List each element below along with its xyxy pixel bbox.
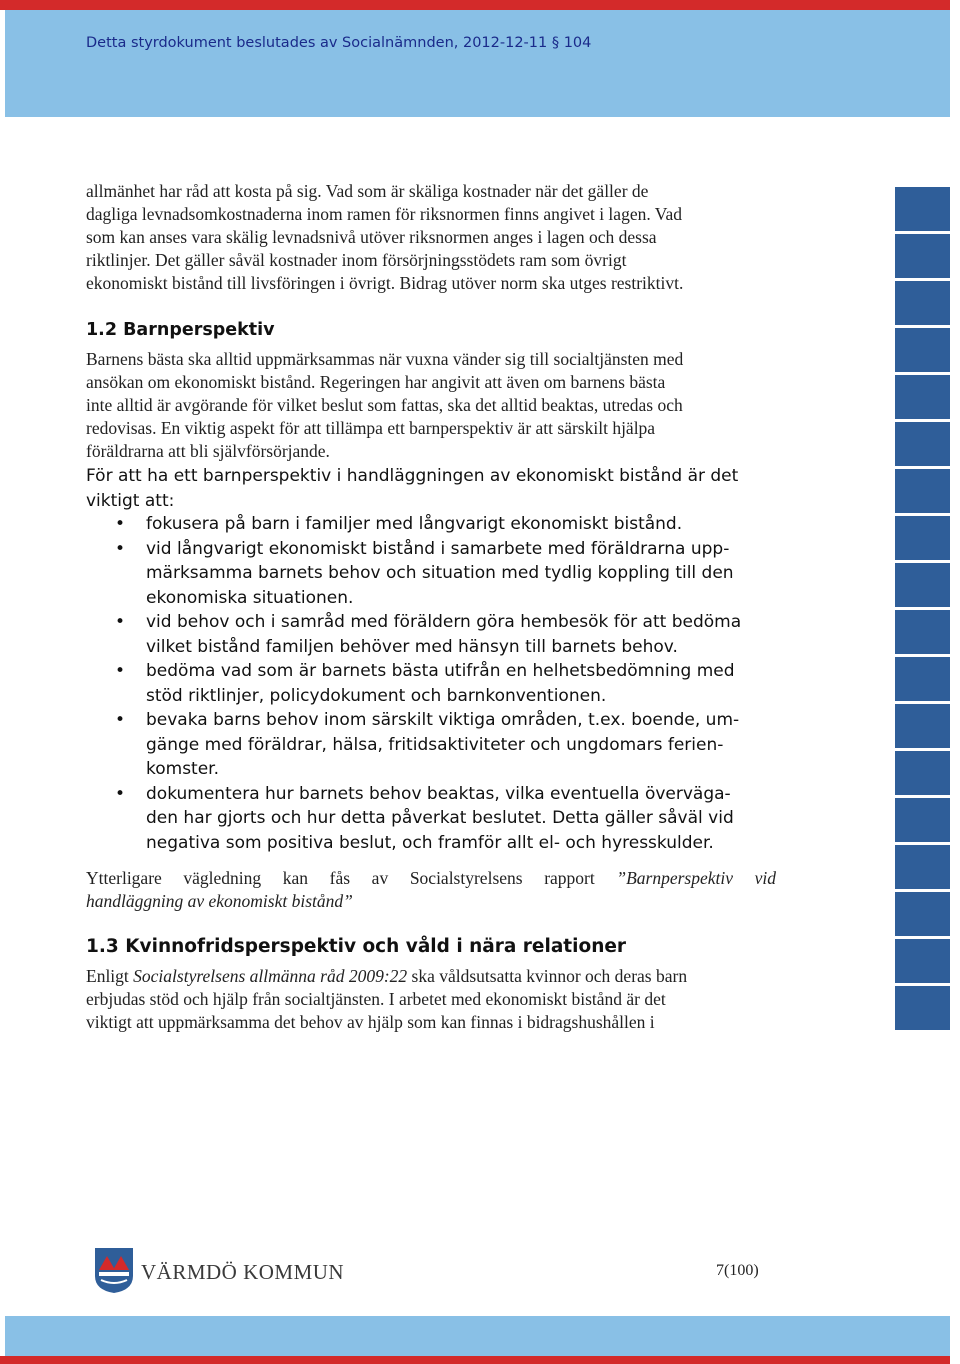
text-line: allmänhet har råd att kosta på sig. Vad som är skäliga kostnader när det gäller de	[86, 181, 649, 201]
list-item	[86, 782, 786, 856]
section-heading-kvinnofrid	[86, 936, 786, 957]
text-line: vid långvarigt ekonomiskt bistånd i samarbete med föräldrarna upp-	[146, 538, 730, 559]
list-item	[86, 610, 786, 659]
text-line: märksamma barnets behov och situation med tydlig koppling till den	[146, 563, 734, 583]
guidance-paragraph	[86, 867, 776, 913]
text-line: komster.	[146, 759, 220, 779]
bullet-icon: •	[115, 783, 126, 804]
citation-italic: Socialstyrelsens allmänna råd 2009:22	[133, 966, 408, 986]
guidance-italic: handläggning av ekonomiskt bistånd”	[86, 891, 353, 911]
text-line: stöd riktlinjer, policydokument och barnkonventionen.	[146, 685, 607, 706]
text-line: inte alltid är avgörande för vilket beslut som fattas, ska det alltid beaktas, utredas och	[86, 395, 683, 415]
text-line: bevaka barns behov inom särskilt viktiga områden, t.ex. boende, um-	[146, 710, 740, 730]
text-line: erbjudas stöd och hjälp från socialtjänsten. I arbetet med ekonomiskt bistånd är det	[86, 989, 666, 1009]
section-heading-barnperspektiv	[86, 320, 786, 340]
bullet-list	[86, 512, 786, 855]
text-line: viktigt att uppmärksamma det behov av hjälp som kan finnas i bidragshushållen i	[86, 1012, 655, 1032]
list-item	[86, 659, 786, 708]
sidebar-decoration	[895, 187, 950, 1033]
heading-text: 1.2 Barnperspektiv	[86, 320, 275, 340]
text-line: viktigt att:	[86, 490, 175, 511]
bullet-icon: •	[115, 612, 126, 632]
bullet-icon: •	[115, 538, 126, 559]
text-line: dagliga levnadsomkostnaderna inom ramen för riksnormen finns angivet i lagen. Vad	[86, 204, 682, 224]
text-line	[86, 965, 786, 988]
heading-text: 1.3 Kvinnofridsperspektiv och våld i nära relationer	[86, 936, 627, 957]
header-text: Detta styrdokument beslutades av Socialnämnden, 2012-12-11 § 104	[86, 35, 592, 51]
logo-text: VÄRMDÖ KOMMUN	[141, 1260, 345, 1284]
text-line: fokusera på barn i familjer med långvarigt ekonomiskt bistånd.	[146, 514, 683, 534]
text-line: negativa som positiva beslut, och framför allt el- och hyresskulder.	[146, 832, 714, 853]
footer-band	[5, 1316, 950, 1356]
list-item	[86, 512, 786, 537]
top-red-stripe	[0, 0, 950, 10]
text-span: ska våldsutsatta kvinnor och deras barn	[407, 966, 688, 986]
list-item	[86, 708, 786, 782]
bullet-icon: •	[115, 710, 126, 730]
bullet-lead-text	[86, 464, 786, 513]
text-line: redovisas. En viktig aspekt för att tillämpa ett barnperspektiv är att särskilt hjälpa	[86, 418, 656, 438]
text-line: För att ha ett barnperspektiv i handläggningen av ekonomiskt bistånd är det	[86, 466, 739, 486]
bullet-icon: •	[115, 514, 126, 534]
bottom-red-stripe	[0, 1356, 950, 1364]
text-line: som kan anses vara skälig levnadsnivå utöver riksnormen anges i lagen och dessa	[86, 227, 657, 247]
text-line	[86, 890, 776, 913]
text-line: Barnens bästa ska alltid uppmärksammas när vuxna vänder sig till socialtjänsten med	[86, 349, 684, 369]
barnperspektiv-paragraph	[86, 348, 786, 463]
text-line: ekonomiskt bistånd till livsföringen i övrigt. Bidrag utöver norm ska utges restriktivt.	[86, 273, 684, 293]
text-line: föräldrarna att bli självförsörjande.	[86, 441, 330, 461]
text-line: den har gjorts och hur detta påverkat beslutet. Detta gäller såväl vid	[146, 808, 734, 828]
text-line: ansökan om ekonomiskt bistånd. Regeringen har angivit att även om barnens bästa	[86, 372, 666, 392]
guidance-italic: ”Barnperspektiv vid	[616, 868, 776, 888]
bullet-icon: •	[115, 661, 126, 681]
text-line: vid behov och i samråd med föräldern göra hembesök för att bedöma	[146, 612, 742, 632]
text-span: Enligt	[86, 966, 134, 986]
text-line: riktlinjer. Det gäller såväl kostnader inom försörjningsstödets ram som övrigt	[86, 250, 627, 270]
text-line: vilket bistånd familjen behöver med hänsyn till barnets behov.	[146, 636, 678, 657]
list-item	[86, 537, 786, 611]
text-line	[86, 867, 776, 890]
header-band	[5, 10, 950, 117]
varmdo-logo-icon	[93, 1246, 135, 1294]
intro-paragraph	[86, 180, 786, 295]
page-number: 7(100)	[716, 1262, 759, 1279]
kvinnofrid-paragraph	[86, 965, 786, 1034]
text-line: dokumentera hur barnets behov beaktas, vilka eventuella överväga-	[146, 783, 731, 804]
text-line: gänge med föräldrar, hälsa, fritidsaktiviteter och ungdomars ferien-	[146, 734, 724, 755]
text-line: ekonomiska situationen.	[146, 587, 354, 608]
guidance-prefix: Ytterligare vägledning kan fås av Socialstyrelsens rapport	[86, 868, 617, 888]
text-line: bedöma vad som är barnets bästa utifrån en helhetsbedömning med	[146, 661, 735, 681]
